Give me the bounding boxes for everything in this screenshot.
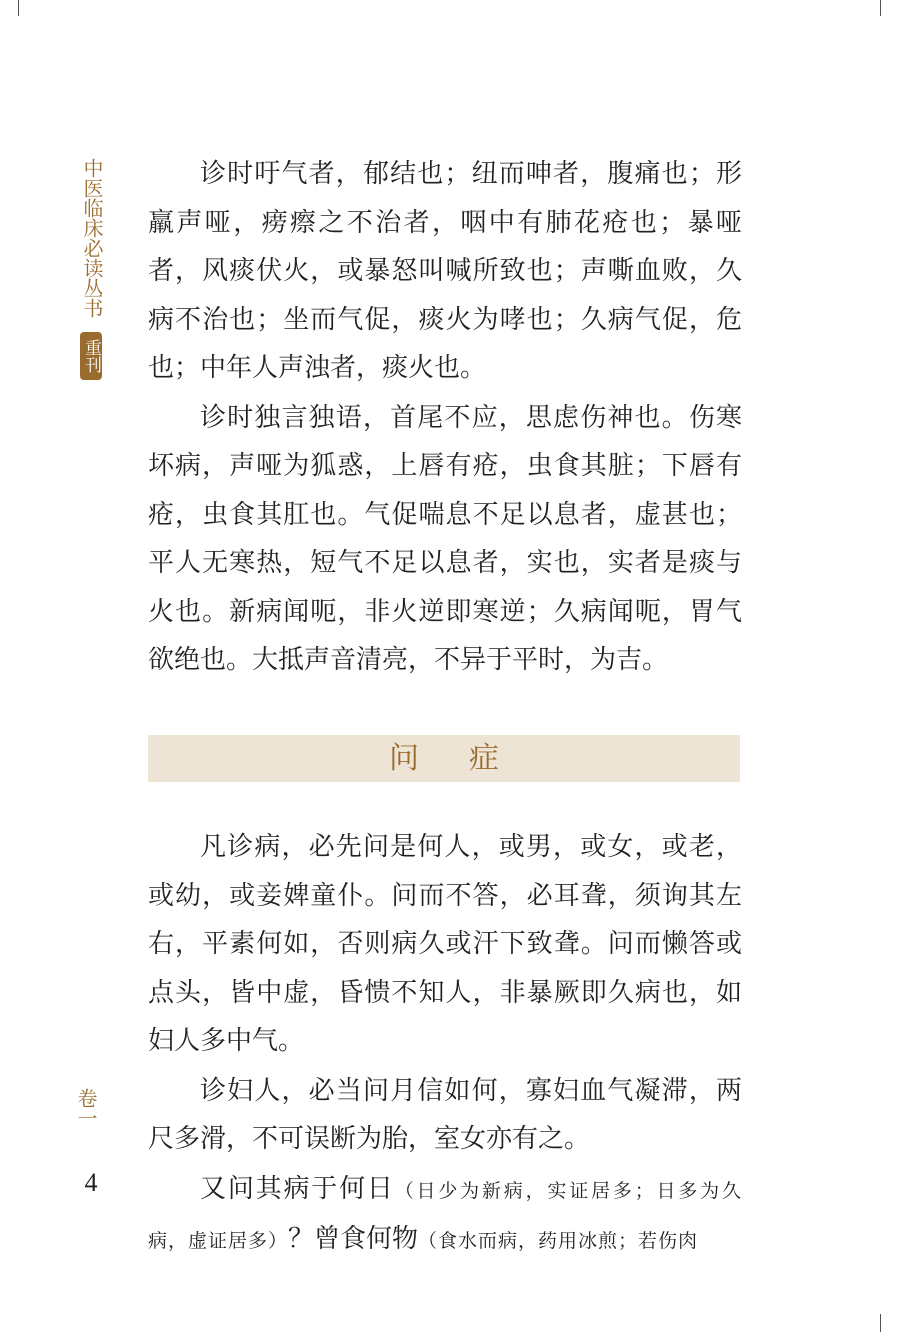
series-title: 中医临床必读丛书 <box>80 158 104 318</box>
paragraph <box>148 1165 742 1266</box>
main-text: 又问其病于何日 <box>200 1173 395 1204</box>
crop-mark-bottom-right <box>880 1314 881 1332</box>
page-number: 4 <box>84 1168 98 1197</box>
annotation-note: （日少为新病，实证居多；日多为久病，虚证居多） <box>148 1179 742 1252</box>
reprint-badge: 重刊 <box>80 332 102 380</box>
annotation-note: （食水而病，药用冰煎；若伤肉 <box>418 1230 699 1252</box>
crop-mark-top-right <box>880 0 881 16</box>
main-text: ？曾食何物 <box>288 1224 419 1254</box>
crop-mark-top-left <box>18 0 19 16</box>
paragraph: 诊妇人，必当问月信如何，寡妇血气凝滞，两尺多滑，不可误断为胎，室女亦有之。 <box>148 1075 742 1154</box>
paragraph: 诊时独言独语，首尾不应，思虑伤神也。伤寒坏病，声哑为狐惑，上唇有疮，虫食其脏；下唇有疮，虫食其肛也。气促喘息不足以息者，虚甚也；平人无寒热，短气不足以息者，实也，实者是痰与火也。新病闻呃，非火逆即寒逆；久病闻呃，胃气欲绝也。大抵声音清亮，不异于平时，为吉。 <box>148 402 742 675</box>
section-inquiry <box>148 823 742 1266</box>
paragraph: 凡诊病，必先问是何人，或男，或女，或老，或幼，或妾婢童仆。问而不答，必耳聋，须询其左右，平素何如，否则病久或汗下致聋。问而懒答或点头，皆中虚，昏愦不知人，非暴厥即久病也，如妇人多中气。 <box>148 832 742 1056</box>
section-heading-bar <box>148 735 740 782</box>
section-heading: 问症 <box>389 741 549 776</box>
paragraph: 诊时吁气者，郁结也；纽而呻者，腹痛也；形羸声哑，痨瘵之不治者，咽中有肺花疮也；暴哑者，风痰伏火，或暴怒叫喊所致也；声嘶血败，久病不治也；坐而气促，痰火为哮也；久病气促，危也；中年人声浊者，痰火也。 <box>148 159 742 383</box>
section-listening <box>148 150 742 685</box>
volume-label: 卷一 <box>74 1088 98 1128</box>
